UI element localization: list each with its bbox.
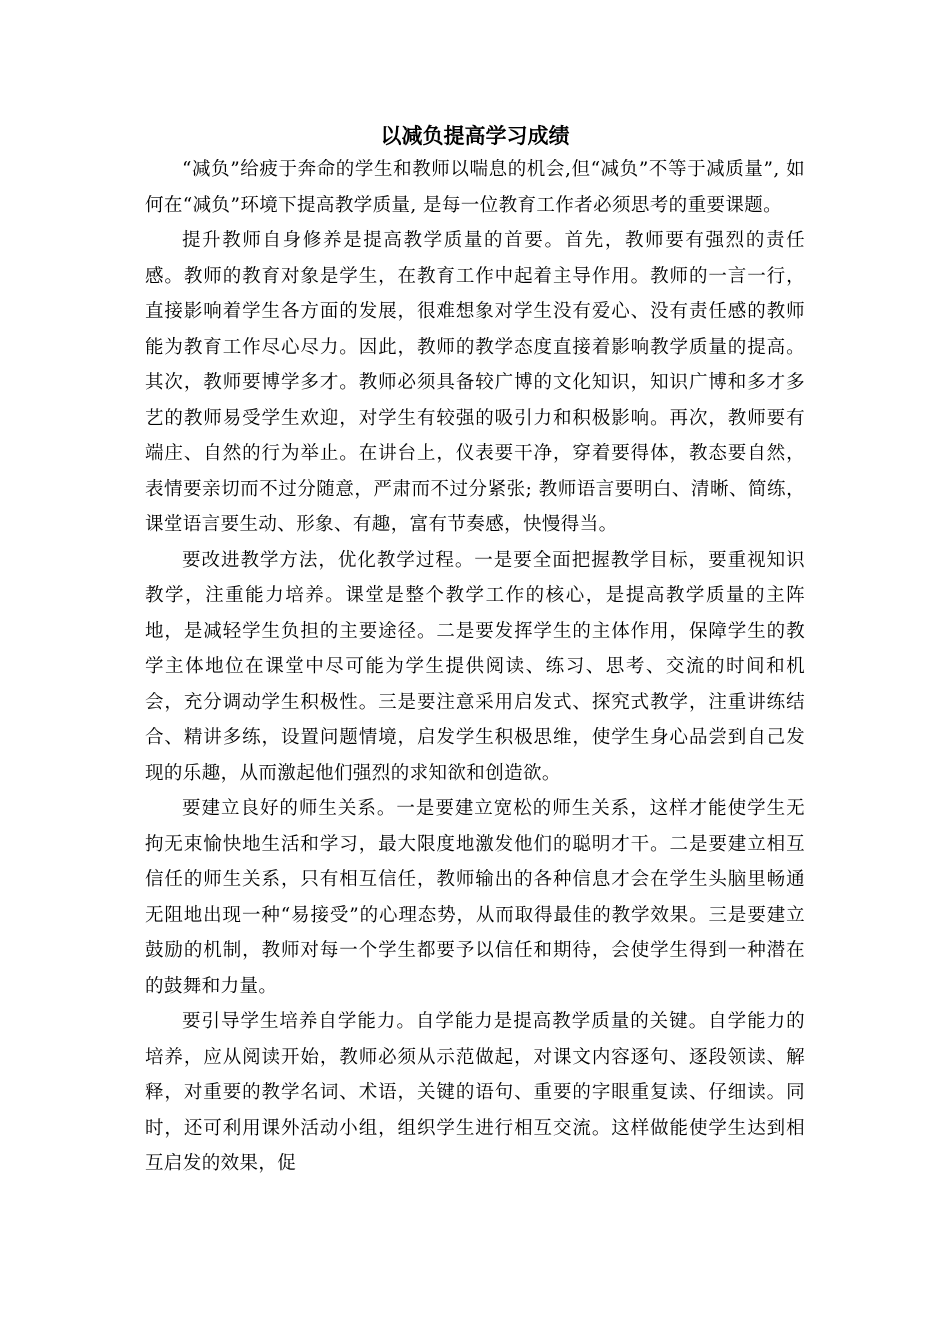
- paragraph-teacher-cultivation: 提升教师自身修养是提高教学质量的首要。首先，教师要有强烈的责任感。教师的教育对象是学生，在教育工作中起着主导作用。教师的一言一行，直接影响着学生各方面的发展，很难想象对学生没有爱心、没有责任感的教师能为教育工作尽心尽力。因此，教师的教学态度直接着影响教学质量的提高。其次，教师要博学多才。教师必须具备较广博的文化知识，知识广博和多才多艺的教师易受学生欢迎，对学生有较强的吸引力和积极影响。再次，教师要有端庄、自然的行为举止。在讲台上，仪表要干净，穿着要得体，教态要自然，表情要亲切而不过分随意，严肃而不过分紧张; 教师语言要明白、清晰、简练，课堂语言要生动、形象、有趣，富有节奏感，快慢得当。: [145, 230, 805, 535]
- paragraph-self-study: 要引导学生培养自学能力。自学能力是提高教学质量的关键。自学能力的培养，应从阅读开始，教师必须从示范做起，对课文内容逐句、逐段领读、解释，对重要的教学名词、术语，关键的语句、重要的字眼重复读、仔细读。同时，还可利用课外活动小组，组织学生进行相互交流。这样做能使学生达到相互启发的效果，促: [145, 1011, 805, 1174]
- paragraph-intro: “减负”给疲于奔命的学生和教师以喘息的机会,但“减负”不等于减质量”, 如何在“减负”环境下提高教学质量, 是每一位教育工作者必须思考的重要课题。: [145, 159, 805, 216]
- document-title: 以减负提高学习成绩: [380, 123, 570, 148]
- document-body: [145, 152, 805, 1182]
- paragraph-teaching-methods: 要改进教学方法，优化教学过程。一是要全面把握教学目标，要重视知识教学，注重能力培养。课堂是整个教学工作的核心，是提高教学质量的主阵地，是减轻学生负担的主要途径。二是要发挥学生的主体作用，保障学生的教学主体地位在课堂中尽可能为学生提供阅读、练习、思考、交流的时间和机会，充分调动学生积极性。三是要注意采用启发式、探究式教学，注重讲练结合、精讲多练，设置问题情境，启发学生积极思维，使学生身心品尝到自己发现的乐趣，从而激起他们强烈的求知欲和创造欲。: [145, 549, 805, 784]
- paragraph-teacher-student-relations: 要建立良好的师生关系。一是要建立宽松的师生关系，这样才能使学生无拘无束愉快地生活和学习，最大限度地激发他们的聪明才干。二是要建立相互信任的师生关系，只有相互信任，教师输出的各种信息才会在学生头脑里畅通无阻地出现一种“易接受”的心理态势，从而取得最佳的教学效果。三是要建立鼓励的机制，教师对每一个学生都要予以信任和期待，会使学生得到一种潜在的鼓舞和力量。: [145, 798, 805, 997]
